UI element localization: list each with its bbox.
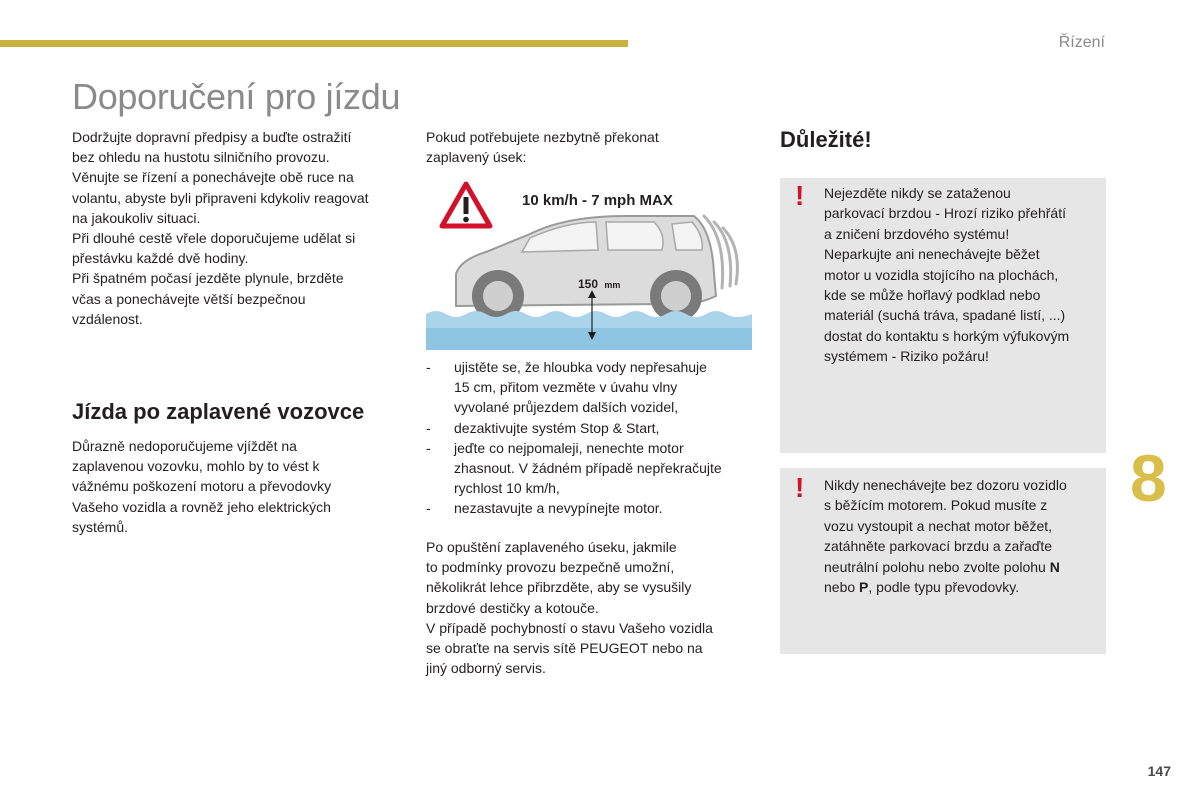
header-accent-bar	[0, 40, 628, 47]
text-line: systémů.	[72, 518, 129, 535]
text-line: na jakoukoliv situaci.	[72, 209, 201, 226]
depth-value: 150	[578, 277, 599, 291]
text-line: kde se může hořlavý podklad nebo	[824, 287, 1041, 304]
list-item	[426, 498, 756, 518]
text-line: jiný odborný servis.	[426, 660, 546, 677]
section-header: Řízení	[1058, 34, 1105, 51]
gear-position-n: N	[1049, 558, 1060, 575]
text-line: bez ohledu na hustotu silničního provozu.	[72, 149, 330, 166]
text-line: V případě pochybností o stavu Vašeho vozidla	[426, 619, 713, 636]
text-line: - ujistěte se, že hloubka vody nepřesahuje	[454, 359, 707, 375]
text-line: Důrazně nedoporučujeme vjíždět na	[72, 438, 297, 454]
text-line: Dodržujte dopravní předpisy a buďte ostražití	[72, 129, 352, 145]
text-line: a zničení brzdového systému!	[824, 225, 1010, 242]
text-line: 15 cm, přitom vezměte v úvahu vlny	[454, 379, 678, 396]
text-line: Neparkujte ani nenechávejte běžet	[824, 246, 1040, 263]
text-line: volantu, abyste byli připraveni kdykoliv reagovat	[72, 189, 369, 206]
text-line: několikrát lehce přibrzděte, aby se vysušily	[426, 579, 692, 596]
text-line: zatáhněte parkovací brzdu a zařaďte	[824, 538, 1053, 555]
text-line: Po opuštění zaplaveného úseku, jakmile	[426, 539, 677, 555]
text-line: s běžícím motorem. Pokud musíte z	[824, 497, 1048, 514]
note-text	[824, 183, 1098, 367]
text-line: vážnému poškození motoru a převodovky	[72, 478, 332, 495]
text-line: se obraťte na servis sítě PEUGEOT nebo na	[426, 640, 703, 657]
car-illustration	[456, 216, 716, 322]
text-line: systémem - Riziko požáru!	[824, 348, 989, 365]
text-line: brzdové destičky a kotouče.	[426, 599, 599, 616]
text-line: přestávku každé dvě hodiny.	[72, 250, 249, 267]
text-fragment: neutrální polohu nebo zvolte polohu	[824, 558, 1050, 575]
text-line: Při dlouhé cestě vřele doporučujeme udělat si	[72, 230, 356, 247]
text-line: včas a ponechávejte větší bezpečnou	[72, 290, 306, 307]
depth-unit: mm	[604, 280, 621, 290]
speed-limit-label: 10 km/h - 7 mph MAX	[522, 192, 673, 209]
exclamation-icon: !	[795, 472, 805, 503]
text-line: Věnujte se řízení a ponechávejte obě ruce na	[72, 169, 354, 186]
text-line: Vašeho vozidla a rovněž jeho elektrických	[72, 498, 331, 515]
list-item	[426, 357, 756, 418]
text-line: vzdálenost.	[72, 310, 143, 327]
text-line: materiál (suchá tráva, spadané listí, ...)	[824, 307, 1066, 324]
intro-paragraph	[72, 127, 407, 329]
text-line: Nejezděte nikdy se zataženou	[824, 185, 1011, 201]
page-title: Doporučení pro jízdu	[72, 76, 401, 117]
text-line: vozu vystoupit a nechat motor běžet,	[824, 517, 1053, 534]
text-line: dostat do kontaktu s horkým výfukovým	[824, 327, 1070, 344]
text-line: Pokud potřebujete nezbytně překonat	[426, 129, 659, 145]
text-line: rychlost 10 km/h,	[454, 480, 560, 497]
text-line: zaplavenou vozovku, mohlo by to vést k	[72, 458, 320, 475]
warning-note-unattended-engine	[780, 468, 1106, 654]
exclamation-icon: !	[795, 180, 805, 211]
warning-note-parking-brake	[780, 178, 1106, 453]
text-line: - jeďte co nejpomaleji, nenechte motor	[454, 439, 684, 456]
text-line: zhasnout. V žádném případě nepřekračujte	[454, 460, 722, 477]
crossing-steps-list	[426, 357, 756, 519]
text-fragment: , podle typu převodovky.	[868, 579, 1020, 596]
text-line: to podmínky provozu bezpečně umožní,	[426, 559, 675, 576]
text-line: Nikdy nenechávejte bez dozoru vozidlo	[824, 477, 1067, 493]
svg-text:150 mm	[578, 277, 620, 291]
text-line: vyvolané průjezdem dalších vozidel,	[454, 399, 679, 416]
list-item	[426, 418, 756, 438]
text-fragment: nebo	[824, 579, 860, 596]
water-surface	[426, 311, 752, 350]
text-line: - nezastavujte a nevypínejte motor.	[454, 500, 663, 517]
flooded-road-paragraph	[72, 436, 407, 537]
list-item	[426, 438, 756, 499]
flooded-road-heading: Jízda po zaplavené vozovce	[72, 399, 365, 424]
text-line: Při špatném počasí jezděte plynule, brzděte	[72, 270, 344, 287]
text-line: - dezaktivujte systém Stop & Start,	[454, 419, 660, 436]
text-line	[824, 577, 1098, 597]
note-text	[824, 475, 1098, 597]
crossing-intro	[426, 127, 756, 167]
text-line: zaplavený úsek:	[426, 149, 527, 166]
important-heading: Důležité!	[780, 127, 872, 152]
text-line: parkovací brzdou - Hrozí riziko přehřátí	[824, 205, 1066, 222]
chapter-number: 8	[1130, 441, 1167, 515]
text-line	[824, 557, 1098, 577]
flooded-road-illustration	[426, 178, 752, 350]
text-line: motor u vozidla stojícího na plochách,	[824, 266, 1059, 283]
warning-triangle-icon	[442, 184, 490, 226]
gear-position-p: P	[859, 579, 869, 596]
after-crossing-paragraph	[426, 537, 756, 678]
page-number: 147	[1147, 763, 1171, 779]
